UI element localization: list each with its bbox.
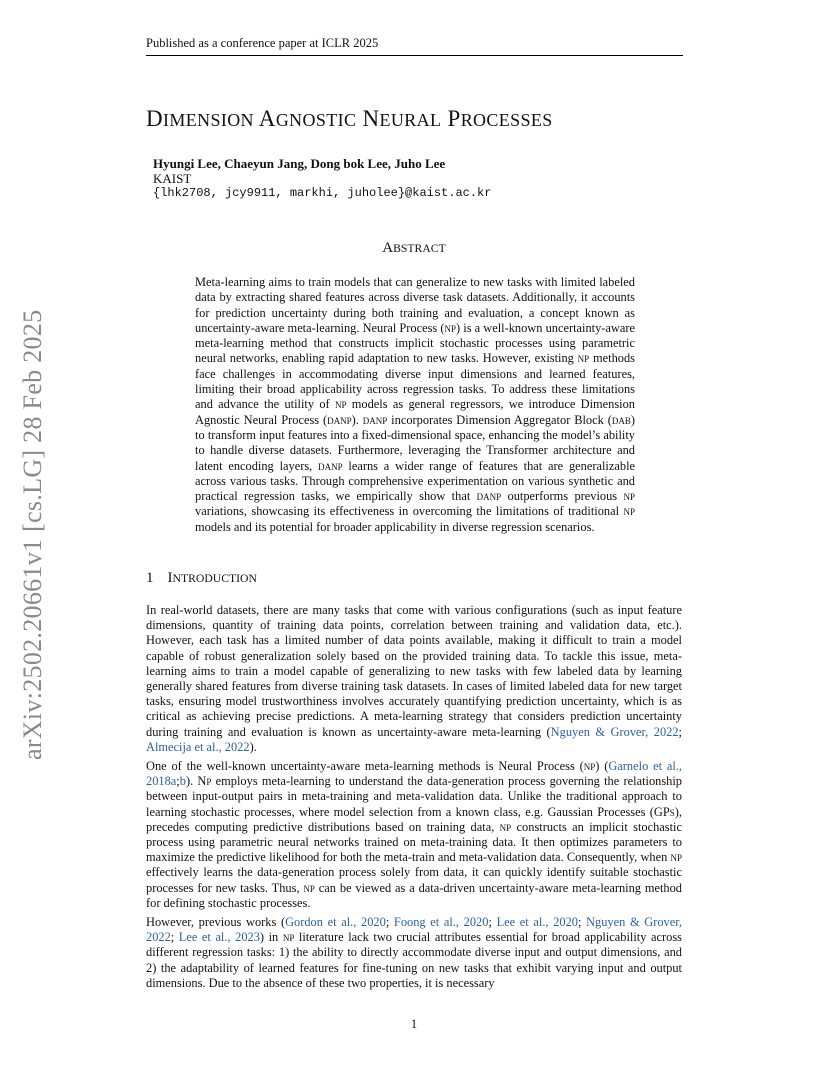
abstract-text: models as general regressors, we introduce Dimension Agnostic Neural Process (: [195, 397, 635, 427]
abstract-heading-cap: A: [382, 240, 394, 256]
citation-link[interactable]: Lee et al., 2020: [496, 915, 578, 929]
author-emails[interactable]: {lhk2708, jcy9911, markhi, juholee}@kaist.ac.kr: [153, 186, 492, 200]
author-block: [153, 156, 491, 201]
citation-separator: ;: [170, 930, 179, 945]
dab-acronym: dab: [611, 412, 631, 427]
citation-separator: ;: [577, 915, 587, 929]
paragraph-text: employs meta-learning to understand the data-generation process governing the relationship between input-output pairs in meta-training and meta-validation data. Unlike the traditional approach to learning stochastic processes, where model selection from a known class, e.g. Gaussian Processes (: [146, 774, 682, 819]
abstract-heading: [0, 240, 828, 257]
gps-acronym: GPs: [653, 804, 675, 819]
abstract-text: outperforms previous: [501, 489, 624, 504]
paragraph-text: One of the well-known uncertainty-aware meta-learning methods is Neural Process (: [146, 759, 584, 773]
paragraph-text: ) (: [595, 759, 609, 773]
abstract-text: learns a wider range of features that are generalizable across various tasks. Through comprehensive experimentation on various synthetic and practical regression tasks, we empirically show that: [195, 458, 636, 504]
citation-link[interactable]: b: [179, 774, 186, 789]
paragraph-text: In real-world datasets, there are many tasks that come with various configurations (such as input feature dimensions, quantity of training data points, correlation between training and validation data, etc.). However, each task has a limited number of data points available, making it difficult to train a model capable of robust generalization solely based on the provided training data. To tackle this issue, meta-learning aims to train a model capable of generalizing to new tasks with few labeled data by learning generally shared features from diverse training task datasets. In cases of limited labeled data for new target tasks, ensuring model trustworthiness involves accurately quantifying prediction uncertainty, which is as critical as achieving precise predictions. A meta-learning strategy that considers prediction uncertainty during training and evaluation is known as uncertainty-aware meta-learning (: [146, 603, 682, 739]
np-acronym: np: [334, 397, 347, 412]
running-header: Published as a conference paper at ICLR 2025: [146, 36, 683, 56]
paragraph-text: ).: [185, 774, 198, 789]
abstract-heading-rest: BSTRACT: [393, 242, 446, 255]
intro-paragraph-2: [146, 759, 682, 911]
np-acronym: np: [499, 819, 512, 834]
intro-paragraph-3: [146, 915, 682, 991]
paragraph-text: However, previous works (: [146, 915, 286, 929]
paragraph-text: ) in: [259, 930, 283, 945]
citation-separator: ;: [385, 915, 394, 929]
citation-link[interactable]: Foong et al., 2020: [393, 915, 489, 929]
title-word1-cap: D: [146, 106, 164, 131]
paragraph-text: constructs an implicit stochastic process using parametric neural networks trained on meta-training data. It then optimizes parameters to maximize the predictive likelihood for both the meta-train and meta-validation data. Consequently, when: [146, 819, 683, 865]
abstract-text: incorporates Dimension Aggregator Block (: [387, 412, 612, 427]
np-acronym: np: [583, 759, 596, 773]
citation-link[interactable]: Lee et al., 2023: [178, 930, 260, 945]
danp-acronym: danp: [476, 489, 502, 504]
abstract-text: ) is a well-known uncertainty-aware meta-learning method that constructs implicit stochastic processes using parametric neural networks, enabling rapid adaptation to new tasks. However, existing: [195, 320, 635, 366]
paper-title: [146, 106, 553, 132]
section-title-rest: NTRODUCTION: [172, 572, 257, 585]
author-affiliation: KAIST: [153, 171, 192, 186]
page-number: 1: [410, 1017, 418, 1031]
title-word2-cap: A: [258, 106, 276, 131]
section-title-cap: I: [167, 570, 173, 586]
title-word3-rest: EURAL: [379, 110, 442, 130]
abstract-text: variations, showcasing its effectiveness in overcoming the limitations of traditional: [195, 504, 624, 519]
np-acronym: np: [444, 320, 457, 335]
paragraph-text: ).: [249, 739, 257, 754]
abstract-text: models and its potential for broader applicability in diverse regression scenarios.: [195, 519, 595, 534]
abstract-text: methods face challenges in accommodating diverse input dimensions and learned features, limiting their broad applicability across regression tasks. To address these limitations and advance the utility of: [195, 351, 635, 412]
danp-acronym: danp: [327, 412, 352, 427]
citation-link[interactable]: Almecija et al., 2022: [146, 739, 250, 754]
np-acronym: np: [670, 850, 682, 865]
paragraph-text: literature lack two crucial attributes essential for broad applicability across different regression tasks: 1) the ability to directly accommodate diverse input and output dimensions, and 2) the adaptability of learned features for fine-tuning on new tasks that exhibit varying input and output dimensions. Due to the absence of these two properties, it is necessary: [146, 930, 682, 990]
danp-acronym: danp: [318, 458, 343, 473]
abstract-text: ) to transform input features into a fixed-dimensional space, enhancing the model’s ability to handle diverse datasets. Furthermore, leveraging the Transformer architecture and latent encoding layers,: [195, 412, 635, 473]
title-word1-rest: IMENSION: [163, 110, 254, 130]
paragraph-text: ), precedes computing predictive distributions based on training data,: [146, 804, 682, 834]
title-word4-rest: ROCESSES: [460, 110, 553, 130]
citation-link[interactable]: Nguyen & Grover, 2022: [550, 724, 679, 739]
citation-separator: ;: [176, 774, 180, 789]
title-word2-rest: GNOSTIC: [275, 110, 357, 130]
np-acronym: np: [282, 930, 295, 945]
title-word3-cap: N: [362, 106, 380, 131]
danp-acronym: danp: [362, 412, 388, 427]
intro-paragraph-1: [146, 603, 682, 755]
author-names: Hyungi Lee, Chaeyun Jang, Dong bok Lee, Juho Lee: [153, 156, 446, 171]
arxiv-stamp[interactable]: arXiv:2502.20661v1 [cs.LG] 28 Feb 2025: [18, 309, 47, 760]
paragraph-text: effectively learns the data-generation process solely from data, it can quickly identify suitable stochastic processes for new tasks. Thus,: [146, 865, 682, 895]
section-heading-introduction: [146, 570, 257, 587]
abstract-text: Meta-learning aims to train models that can generalize to new tasks with limited labeled data by extracting shared features across diverse task datasets. Additionally, it accounts for prediction uncertainty during both training and evaluation, a concept known as uncertainty-aware meta-learning. Neural Process (: [195, 275, 635, 335]
citation-separator: ;: [678, 724, 682, 739]
citation-separator: ;: [488, 915, 497, 929]
np-acronym: np: [623, 489, 636, 504]
paragraph-text: can be viewed as a data-driven uncertainty-aware meta-learning method for defining stochastic processes.: [146, 880, 682, 910]
citation-link[interactable]: Gordon et al., 2020: [285, 915, 386, 929]
citation-link[interactable]: Garnelo et al., 2018a: [146, 759, 682, 789]
abstract-text: ).: [351, 412, 363, 427]
np-acronym: np: [303, 880, 315, 895]
title-word4-cap: P: [447, 106, 461, 131]
section-number: 1: [146, 570, 154, 586]
abstract-body: [195, 275, 635, 535]
np-acronym: Np: [197, 774, 212, 789]
citation-link[interactable]: Nguyen & Grover, 2022: [146, 915, 682, 945]
np-acronym: np: [577, 351, 590, 366]
np-acronym: np: [623, 504, 635, 519]
